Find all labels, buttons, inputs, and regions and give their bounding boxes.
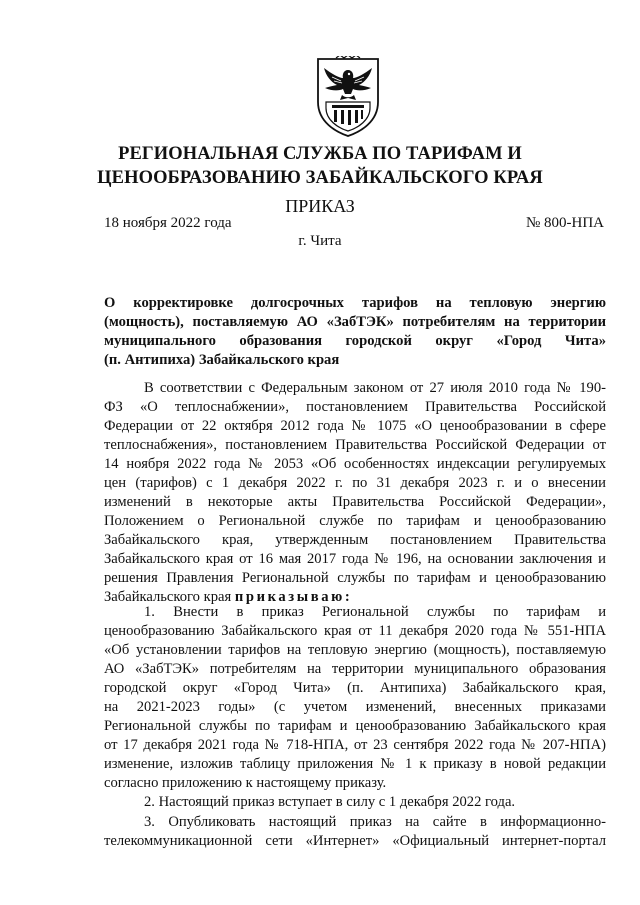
item-2-paragraph (104, 793, 606, 812)
subject-line: муниципального образования городской округ «Город Чита» (104, 333, 606, 349)
preamble-line: Положением о Региональной службе по тарифам и ценообразованию (104, 513, 606, 529)
preamble-last-text: Забайкальского края (104, 589, 232, 605)
preamble-line: Федерации от 22 октября 2012 года № 1075 «О ценообразовании в сфере (104, 418, 606, 434)
preamble-line: цен (тарифов) с 1 декабря 2022 г. по 31 декабря 2023 г. и о внесении (104, 475, 606, 491)
preamble-line: ФЗ «О теплоснабжении», постановлением Правительства Российской (104, 399, 606, 415)
item-1-line: ценообразованию Забайкальского края от 11 декабря 2020 года № 551-НПА (104, 623, 606, 639)
preamble-paragraph (104, 379, 606, 607)
preamble-line: В соответствии с Федеральным законом от 27 июля 2010 года № 190- (144, 380, 606, 396)
item-3-line: 3. Опубликовать настоящий приказ на сайте в информационно- (144, 814, 606, 830)
preamble-line: решения Правления Региональной службы по тарифам и ценообразованию (104, 570, 606, 586)
document-date: 18 ноября 2022 года (104, 215, 232, 231)
subject-line: (мощность), поставляемую АО «ЗабТЭК» потребителям на территории (104, 314, 606, 330)
coat-of-arms-icon (312, 56, 384, 138)
item-1-paragraph (104, 603, 606, 793)
preamble-line: изменений в некоторые акты Правительства Российской Федерации», (104, 494, 606, 510)
subject-line: О корректировке долгосрочных тарифов на тепловую энергию (104, 295, 606, 311)
document-type: ПРИКАЗ (285, 196, 355, 216)
item-1-line: 1. Внести в приказ Региональной службы по тарифам и (144, 604, 606, 620)
item-1-line: согласно приложению к настоящему приказу. (104, 775, 387, 791)
organization-title-line2: ЦЕНООБРАЗОВАНИЮ ЗАБАЙКАЛЬСКОГО КРАЯ (97, 168, 543, 188)
document-subject (104, 294, 606, 370)
document-number: № 800-НПА (525, 215, 604, 231)
item-1-line: от 17 декабря 2021 года № 718-НПА, от 23 сентября 2022 года № 207-НПА) (104, 737, 606, 753)
document-city: г. Чита (298, 233, 342, 249)
item-1-line: изменение, изложив таблицу приложения № 1 к приказу в новой редакции (104, 756, 606, 772)
preamble-line: Забайкальского края от 16 мая 2017 года № 196, на основании заключения и (104, 551, 606, 567)
item-3-line: телекоммуникационной сети «Интернет» «Официальный интернет-портал (104, 833, 606, 849)
preamble-line: теплоснабжения», постановлением Правительства Российской Федерации от (104, 437, 606, 453)
item-1-line: «Об установлении тарифов на тепловую энергию (мощность), поставляемую (104, 642, 606, 658)
order-word: приказываю: (234, 589, 353, 605)
item-1-line: на 2021-2023 годы» (с учетом изменений, внесенных приказами (104, 699, 606, 715)
item-3-paragraph (104, 813, 606, 851)
organization-title (60, 142, 580, 190)
item-2-line: 2. Настоящий приказ вступает в силу с 1 декабря 2022 года. (144, 794, 516, 810)
item-1-line: городской округ «Город Чита» (п. Антипиха) Забайкальского края, (104, 680, 606, 696)
item-1-line: АО «ЗабТЭК» потребителям на территории муниципального образования (104, 661, 606, 677)
item-1-line: Региональной службы по тарифам и ценообразованию Забайкальского края (104, 718, 606, 734)
subject-line: (п. Антипиха) Забайкальского края (104, 352, 340, 368)
organization-title-line1: РЕГИОНАЛЬНАЯ СЛУЖБА ПО ТАРИФАМ И (118, 144, 522, 164)
preamble-line: 14 ноября 2022 года № 2053 «Об особенностях индексации регулируемых (104, 456, 606, 472)
preamble-line: Забайкальского края, утвержденным постановлением Правительства (104, 532, 606, 548)
